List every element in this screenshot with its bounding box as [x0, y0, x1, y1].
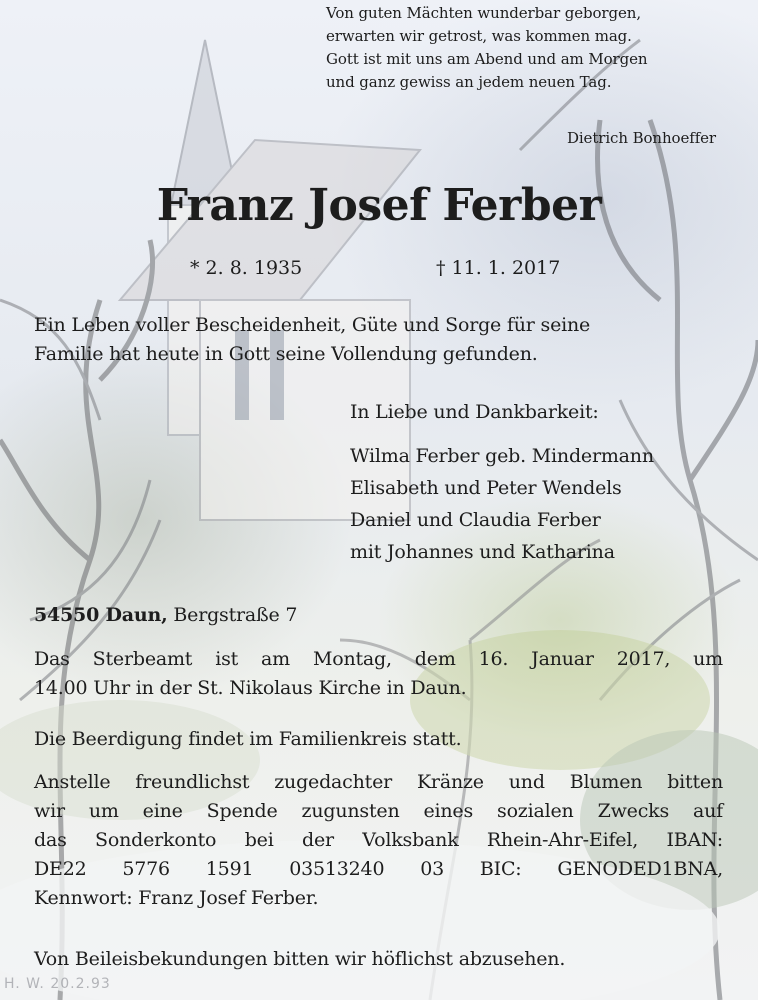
quote-line: erwarten wir getrost, was kommen mag.: [326, 27, 632, 45]
mourner-name: mit Johannes und Katharina: [350, 541, 615, 563]
mourner-name: Wilma Ferber geb. Mindermann: [350, 445, 654, 467]
donation-line: das Sonderkonto bei der Volksbank Rhein-Ahr-Eifel, IBAN:: [34, 829, 723, 851]
quote-line: und ganz gewiss an jedem neuen Tag.: [326, 73, 612, 91]
address-city: 54550 Daun,: [34, 604, 168, 626]
quote-author: Dietrich Bonhoeffer: [566, 129, 716, 147]
deceased-name: Franz Josef Ferber: [156, 180, 602, 231]
artist-signature: H. W. 20.2.93: [4, 976, 111, 992]
address-street: Bergstraße 7: [167, 604, 298, 626]
death-date: † 11. 1. 2017: [436, 257, 561, 279]
donation-line: DE22 5776 1591 03513240 03 BIC: GENODED1BNA,: [34, 858, 723, 880]
service-line: 14.00 Uhr in der St. Nikolaus Kirche in Daun.: [34, 677, 467, 699]
mourners-intro: In Liebe und Dankbarkeit:: [350, 401, 599, 423]
service-line: Das Sterbeamt ist am Montag, dem 16. Januar 2017, um: [34, 648, 723, 670]
birth-date: * 2. 8. 1935: [190, 257, 303, 279]
mourner-name: Elisabeth und Peter Wendels: [350, 477, 622, 499]
donation-line: Kennwort: Franz Josef Ferber.: [34, 887, 319, 909]
closing-note: Von Beileisbekundungen bitten wir höflichst abzusehen.: [34, 948, 566, 970]
tribute-line: Ein Leben voller Bescheidenheit, Güte und Sorge für seine: [34, 314, 591, 336]
donation-line: wir um eine Spende zugunsten eines sozialen Zwecks auf: [34, 800, 723, 822]
quote-line: Gott ist mit uns am Abend und am Morgen: [326, 50, 648, 68]
burial-note: Die Beerdigung findet im Familienkreis statt.: [34, 728, 462, 750]
quote-line: Von guten Mächten wunderbar geborgen,: [326, 4, 641, 22]
mourner-name: Daniel und Claudia Ferber: [350, 509, 601, 531]
address: [34, 601, 297, 630]
tribute-line: Familie hat heute in Gott seine Vollendung gefunden.: [34, 343, 538, 365]
donation-line: Anstelle freundlichst zugedachter Kränze und Blumen bitten: [34, 771, 723, 793]
